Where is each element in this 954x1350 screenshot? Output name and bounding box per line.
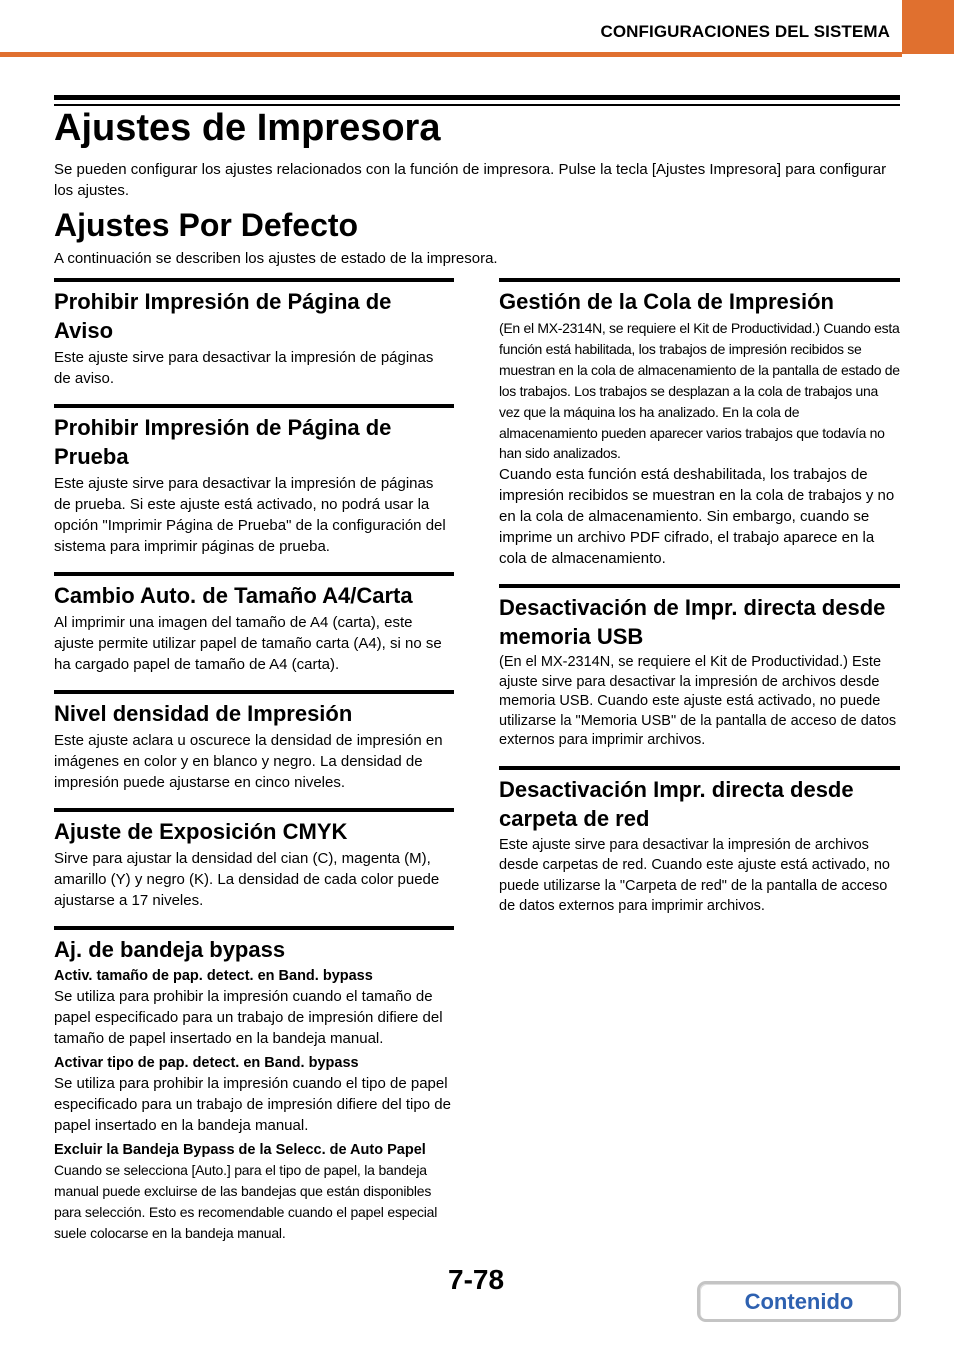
setting-description: Este ajuste sirve para desactivar la impresión de archivos desde carpetas de red. Cuando este ajuste está activado, no puede utilizarse la "Carpeta de red" de la pantalla de acceso de datos externos para imprimir archivos. xyxy=(499,836,890,915)
setting-description: Este ajuste sirve para desactivar la impresión de páginas de prueba. Si este ajuste está activado, no podrá usar la opción "Imprimir Página de Prueba" de la configuración del sistema para imprimir páginas de prueba. xyxy=(54,475,446,555)
page-intro: Se pueden configurar los ajustes relacionados con la función de impresora. Pulse la tecla [Ajustes Impresora] para configurar los ajustes. xyxy=(54,161,887,199)
setting-section xyxy=(54,278,454,389)
setting-title: Aj. de bandeja bypass xyxy=(54,937,286,962)
setting-section xyxy=(54,572,454,675)
subsection-title: Ajustes Por Defecto xyxy=(54,207,359,243)
setting-description: Este ajuste aclara u oscurece la densidad de impresión en imágenes en color y en blanco y negro. La densidad de impresión puede ajustarse en cinco niveles. xyxy=(54,732,443,791)
setting-section xyxy=(54,926,454,1244)
setting-description: (En el MX-2314N, se requiere el Kit de Productividad.) Este ajuste sirve para desactivar la impresión de archivos desde memoria USB. Cuando este ajuste está activado, no puede utilizarse la "Memoria USB" de la pantalla de acceso de datos externos para imprimir archivos. xyxy=(499,654,897,749)
header-accent-tab xyxy=(902,0,954,54)
setting-title: Nivel densidad de Impresión xyxy=(54,701,353,726)
title-rule-bottom xyxy=(54,104,900,106)
setting-description: Cuando esta función está deshabilitada, los trabajos de impresión recibidos se muestran en la cola de trabajos y no en la cola de almacenamiento. Sin embargo, cuando se imprime un archivo PDF cifrado, el trabajo aparece en la cola de almacenamiento. xyxy=(499,466,895,568)
setting-section xyxy=(54,404,454,557)
setting-title: Desactivación Impr. directa desde carpeta de red xyxy=(499,776,854,831)
contents-button[interactable]: Contenido xyxy=(697,1281,901,1322)
section-title: CONFIGURACIONES DEL SISTEMA xyxy=(600,22,890,41)
sub-setting-title: Activar tipo de pap. detect. en Band. bypass xyxy=(54,1055,359,1071)
subsection-intro: A continuación se describen los ajustes de estado de la impresora. xyxy=(54,250,498,267)
setting-title: Ajuste de Exposición CMYK xyxy=(54,819,348,844)
page-number: 7-78 xyxy=(448,1264,505,1295)
title-rule-top xyxy=(54,95,900,100)
sub-setting-description: Se utiliza para prohibir la impresión cuando el tipo de papel especificado para un trabajo de impresión difiere del tipo de papel insertado en la bandeja manual. xyxy=(54,1075,451,1134)
setting-title: Prohibir Impresión de Página de Prueba xyxy=(54,415,392,469)
right-column xyxy=(499,278,900,932)
setting-description: Sirve para ajustar la densidad del cian (C), magenta (M), amarillo (Y) y negro (K). La densidad de cada color puede ajustarse a 17 niveles. xyxy=(54,850,440,909)
setting-section xyxy=(499,584,900,751)
page-title: Ajustes de Impresora xyxy=(54,107,441,149)
setting-title: Prohibir Impresión de Página de Aviso xyxy=(54,289,392,343)
left-column xyxy=(54,278,454,1259)
sub-setting-description: Se utiliza para prohibir la impresión cuando el tamaño de papel especificado para un trabajo de impresión difiere del tamaño de papel insertado en la bandeja manual. xyxy=(54,988,443,1047)
setting-title: Cambio Auto. de Tamaño A4/Carta xyxy=(54,583,413,608)
header-accent-line xyxy=(0,52,902,57)
setting-title: Desactivación de Impr. directa desde memoria USB xyxy=(499,595,886,650)
page-header xyxy=(0,0,954,60)
setting-section xyxy=(499,766,900,917)
sub-setting-title: Excluir la Bandeja Bypass de la Selecc. de Auto Papel xyxy=(54,1142,426,1158)
setting-section xyxy=(54,808,454,911)
sub-setting-title: Activ. tamaño de pap. detect. en Band. bypass xyxy=(54,968,373,984)
setting-title: Gestión de la Cola de Impresión xyxy=(499,289,834,314)
sub-setting-description: Cuando se selecciona [Auto.] para el tipo de papel, la bandeja manual puede excluirse de las bandejas que están disponibles para selección. Esto es recomendable cuando el papel especial suele colocarse en la bandeja manual. xyxy=(54,1162,438,1241)
setting-description: (En el MX-2314N, se requiere el Kit de Productividad.) Cuando esta función está habilitada, los trabajos de impresión recibidos se muestran en la cola de almacenamiento de la pantalla de estado de los trabajos. Los trabajos se desplazan a la cola de trabajos una vez que la máquina los ha analizado. En la cola de almacenamiento pueden aparecer varios trabajos que todavía no han sido analizados. xyxy=(499,320,900,462)
setting-section xyxy=(54,690,454,793)
setting-section xyxy=(499,278,900,569)
setting-description: Este ajuste sirve para desactivar la impresión de páginas de aviso. xyxy=(54,349,434,387)
setting-description: Al imprimir una imagen del tamaño de A4 (carta), este ajuste permite utilizar papel de tamaño carta (A4), si no se ha cargado papel de tamaño de A4 (carta). xyxy=(54,614,442,673)
